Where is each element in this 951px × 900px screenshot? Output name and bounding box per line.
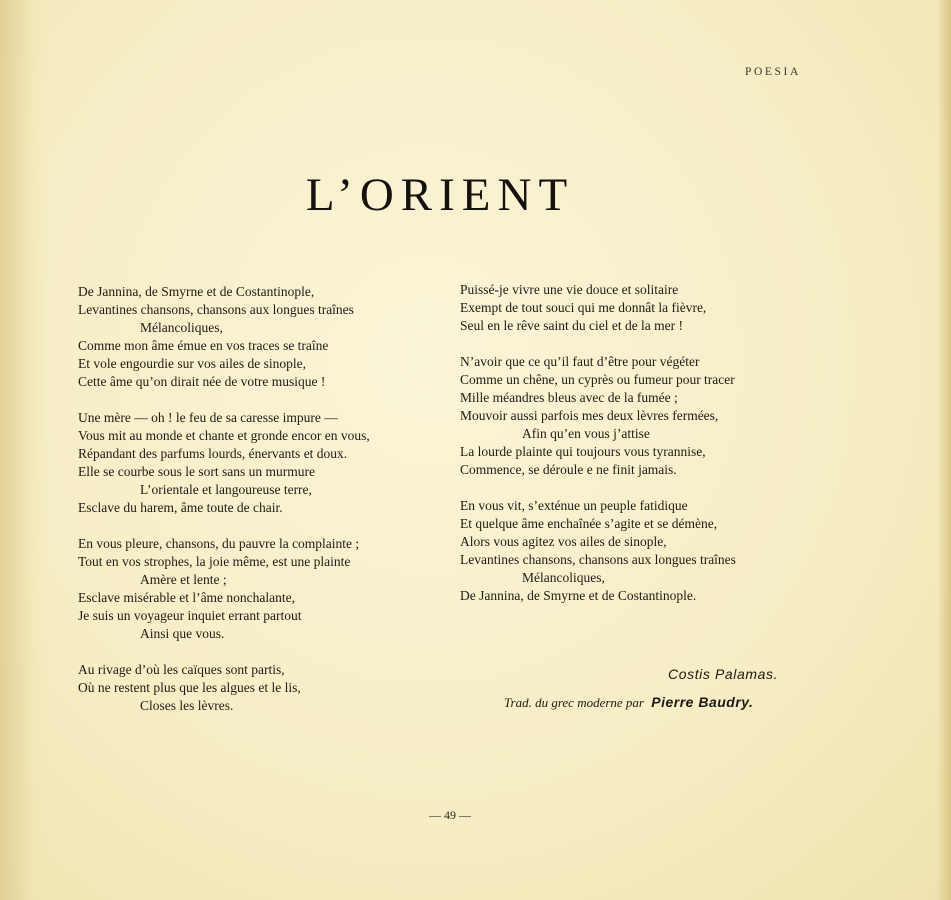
poem-line: Seul en le rêve saint du ciel et de la mer ! <box>460 318 684 333</box>
poem-line: Amère et lente ; <box>140 572 227 587</box>
page-shadow-right <box>937 0 951 900</box>
poem-line: Elle se courbe sous le sort sans un murmure <box>78 464 315 479</box>
poem-line: Je suis un voyageur inquiet errant partout <box>78 608 302 623</box>
stanza-gap <box>78 643 448 661</box>
stanza-gap <box>78 517 448 535</box>
poem-line: Mélancoliques, <box>522 570 605 585</box>
poem-line: Répandant des parfums lourds, énervants et doux. <box>78 446 348 461</box>
poem-line: Closes les lèvres. <box>140 698 234 713</box>
poem-line: Mouvoir aussi parfois mes deux lèvres fermées, <box>460 408 719 423</box>
poem-line: Exempt de tout souci qui me donnât la fièvre, <box>460 300 707 315</box>
poem-line: L’orientale et langoureuse terre, <box>140 482 312 497</box>
poem-line: N’avoir que ce qu’il faut d’être pour végéter <box>460 354 700 369</box>
poem-column-left <box>78 283 448 715</box>
poem-column-right <box>460 281 840 605</box>
poem-line: Levantines chansons, chansons aux longues traînes <box>460 552 736 567</box>
page-number: — 49 — <box>429 808 471 822</box>
poem-line: Alors vous agitez vos ailes de sinople, <box>460 534 667 549</box>
poem-line: Esclave du harem, âme toute de chair. <box>78 500 283 515</box>
stanza-gap <box>78 391 448 409</box>
poem-line: En vous vit, s’exténue un peuple fatidique <box>460 498 688 513</box>
poem-line: De Jannina, de Smyrne et de Costantinople, <box>78 284 315 299</box>
poem-stanza <box>460 497 840 605</box>
translator-name: Pierre Baudry. <box>651 694 754 710</box>
poem-line: Comme mon âme émue en vos traces se traîne <box>78 338 329 353</box>
poem-title: L’ORIENT <box>305 169 575 221</box>
poem-stanza <box>78 535 448 643</box>
poem-line: Et vole engourdie sur vos ailes de sinople, <box>78 356 306 371</box>
poem-line: Ainsi que vous. <box>140 626 225 641</box>
poem-line: Mille méandres bleus avec de la fumée ; <box>460 390 678 405</box>
author-signature: Costis Palamas. <box>668 666 779 682</box>
poem-line: Commence, se déroule e ne finit jamais. <box>460 462 677 477</box>
poem-line: Une mère — oh ! le feu de sa caresse impure — <box>78 410 338 425</box>
poem-line: Afin qu’en vous j’attise <box>522 426 650 441</box>
translator-credit <box>504 694 753 711</box>
poem-stanza <box>78 283 448 391</box>
poem-stanza <box>78 409 448 517</box>
stanza-gap <box>460 479 840 497</box>
poem-stanza <box>460 353 840 479</box>
poem-line: Vous mit au monde et chante et gronde encor en vous, <box>78 428 370 443</box>
running-header: POESIA <box>745 66 801 78</box>
poem-line: Cette âme qu’on dirait née de votre musique ! <box>78 374 326 389</box>
poem-line: Au rivage d’où les caïques sont partis, <box>78 662 285 677</box>
poem-line: La lourde plainte qui toujours vous tyrannise, <box>460 444 706 459</box>
stanza-gap <box>460 335 840 353</box>
poem-line: Où ne restent plus que les algues et le lis, <box>78 680 301 695</box>
poem-line: En vous pleure, chansons, du pauvre la complainte ; <box>78 536 360 551</box>
page-shadow-left <box>0 0 48 900</box>
poem-line: Mélancoliques, <box>140 320 223 335</box>
poem-line: Et quelque âme enchaînée s’agite et se démène, <box>460 516 718 531</box>
poem-line: Esclave misérable et l’âme nonchalante, <box>78 590 296 605</box>
poem-line: Comme un chêne, un cyprès ou fumeur pour tracer <box>460 372 735 387</box>
poem-stanza <box>78 661 448 715</box>
poem-stanza <box>460 281 840 335</box>
poem-line: Puissé-je vivre une vie douce et solitaire <box>460 282 679 297</box>
poem-line: Levantines chansons, chansons aux longues traînes <box>78 302 354 317</box>
translation-note: Trad. du grec moderne par <box>504 695 644 710</box>
poem-line: Tout en vos strophes, la joie même, est une plainte <box>78 554 351 569</box>
poem-line: De Jannina, de Smyrne et de Costantinople. <box>460 588 697 603</box>
